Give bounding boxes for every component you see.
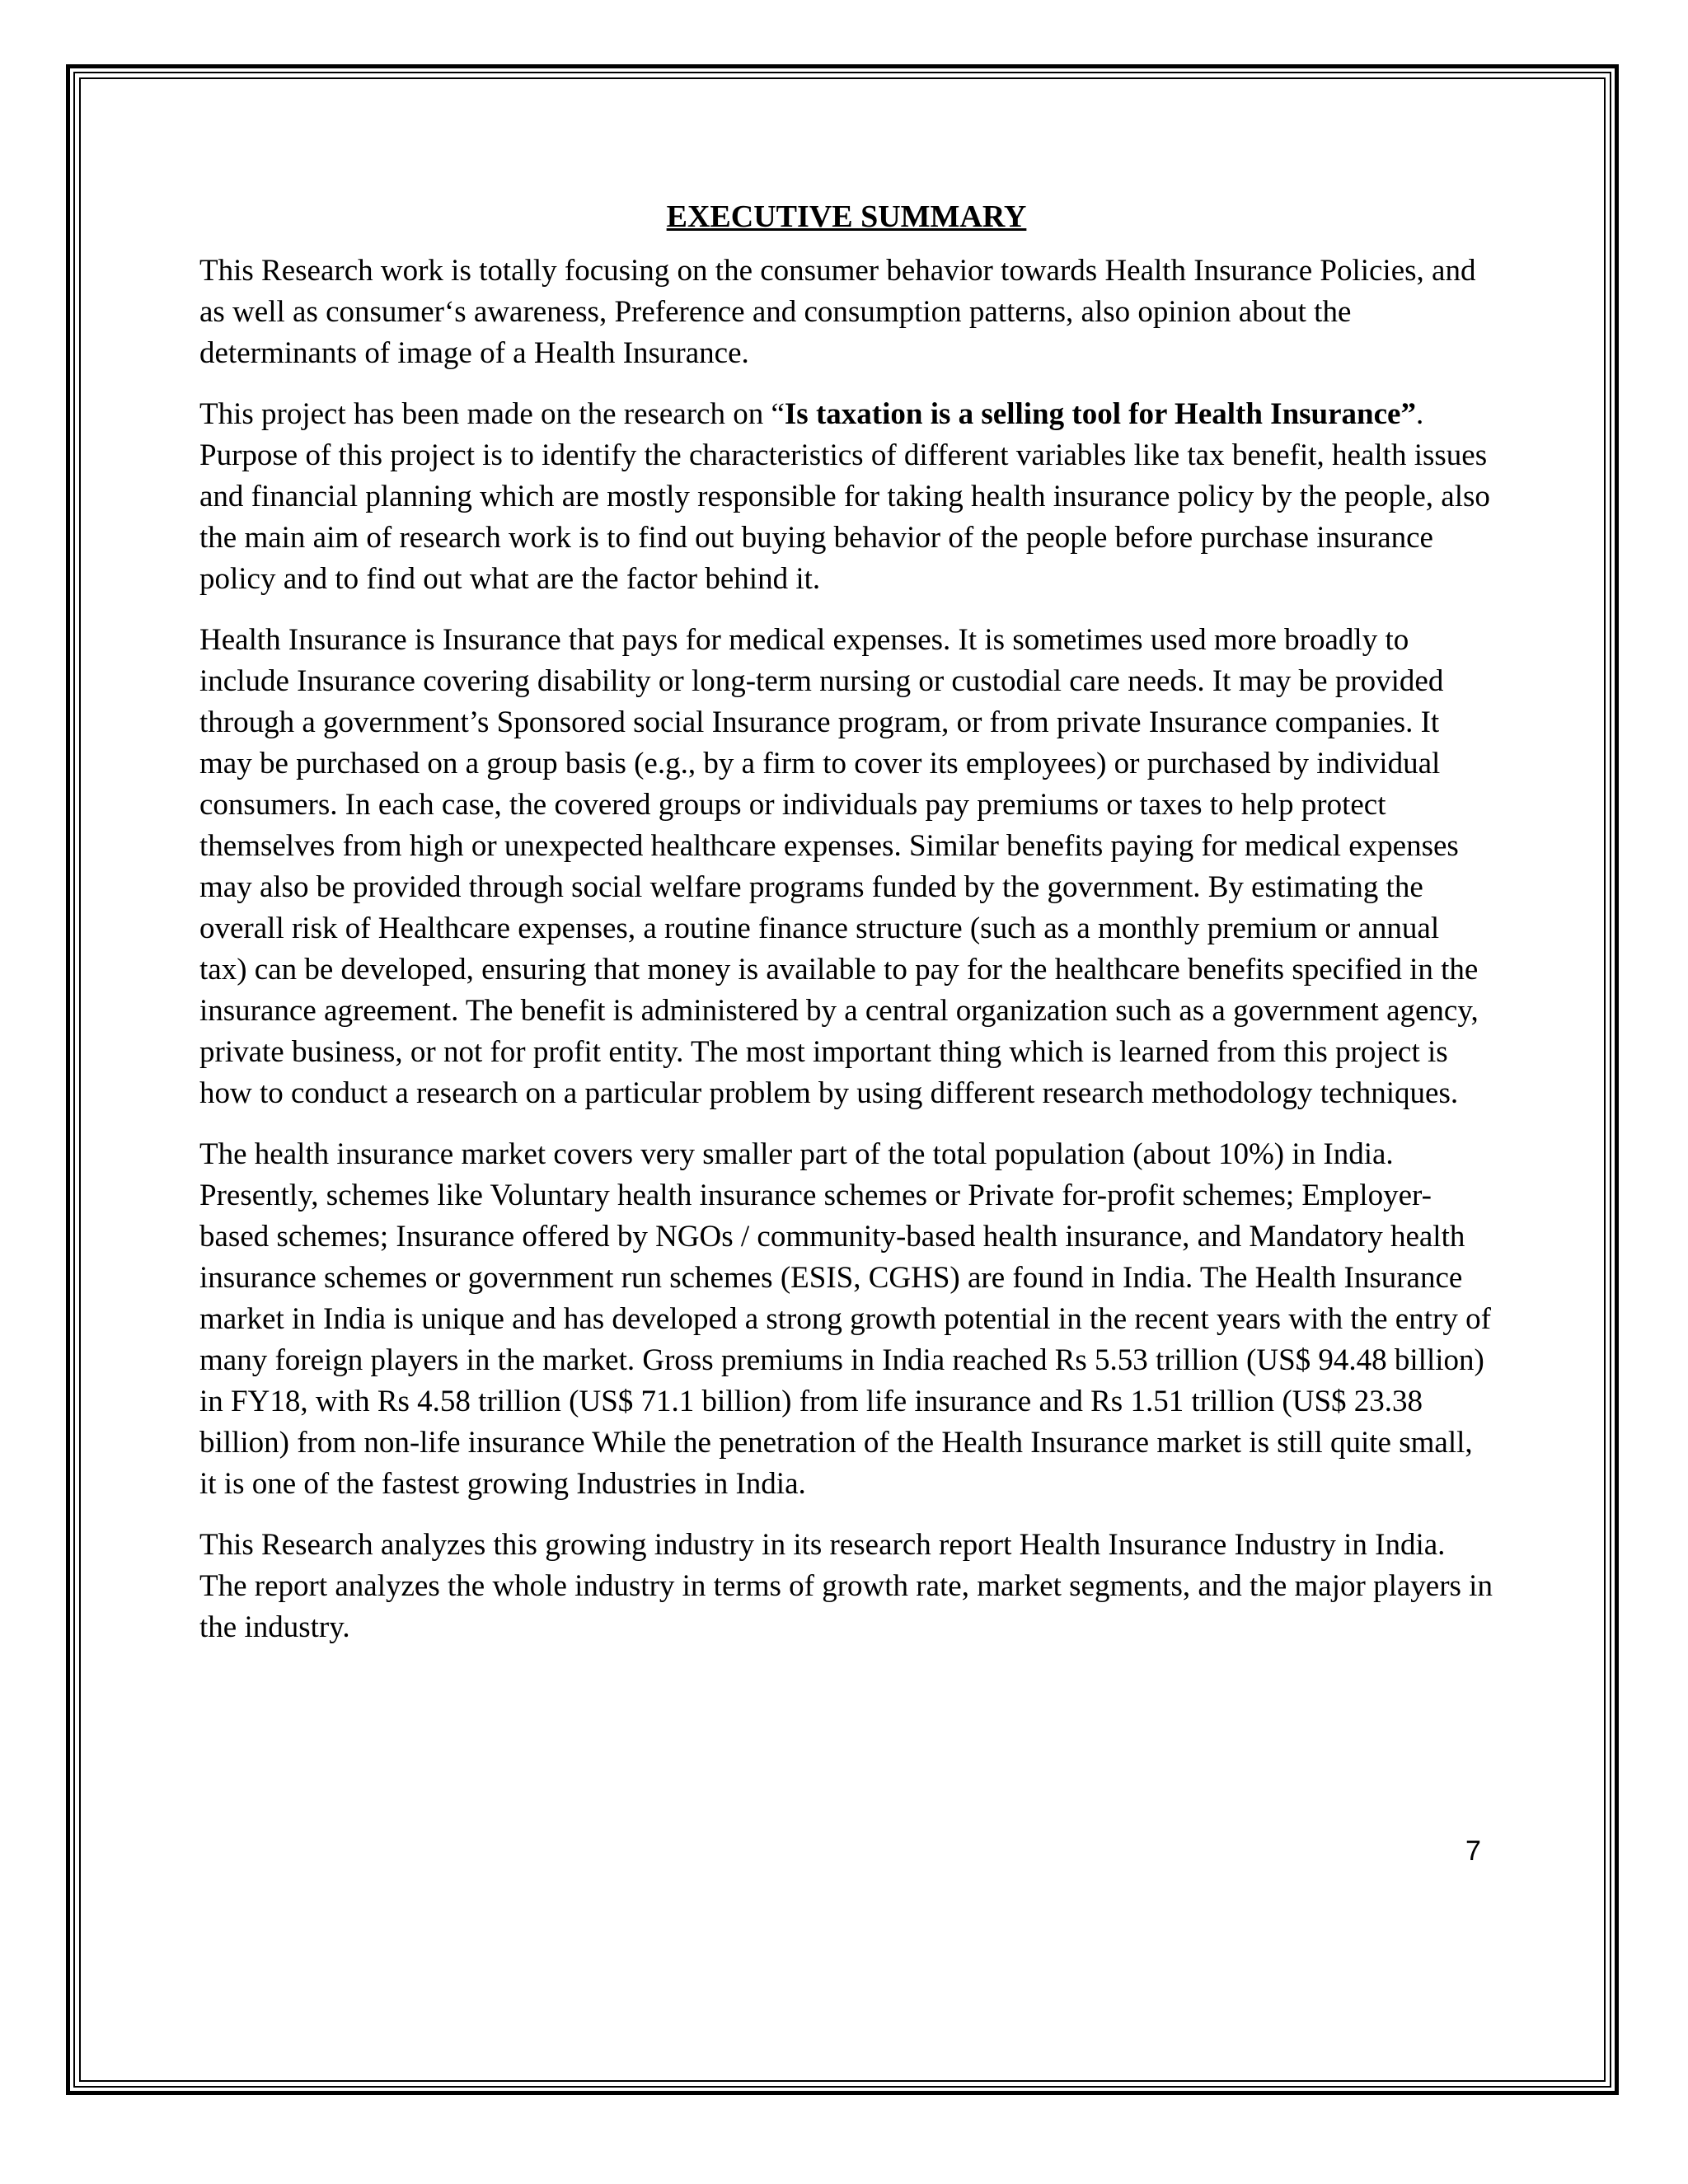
project-purpose-text: . Purpose of this project is to identify the characteristics of different variables like tax benefit, health issues and financial planning which are mostly responsible for taking health insurance policy by the people, also the main aim of research work is to find out buying behavior of the people before purchase insurance policy and to find out what are the factor behind it.: [199, 397, 1490, 596]
section-title: EXECUTIVE SUMMARY: [666, 199, 1027, 234]
research-topic-bold: Is taxation is a selling tool for Health Insurance”: [784, 397, 1416, 431]
paragraph-market-overview: The health insurance market covers very smaller part of the total population (about 10%) in India. Presently, schemes like Voluntary health insurance schemes or Private for-profit schemes; Employer-based schemes; Insurance offered by NGOs / community-based health insurance, and Mandatory health insurance schemes or government run schemes (ESIS, CGHS) are found in India. The Health Insurance market in India is unique and has developed a strong growth potential in the recent years with the entry of many foreign players in the market. Gross premiums in India reached Rs 5.53 trillion (US$ 94.48 billion) in FY18, with Rs 4.58 trillion (US$ 71.1 billion) from life insurance and Rs 1.51 trillion (US$ 23.38 billion) from non-life insurance While the penetration of the Health Insurance market is still quite small, it is one of the fastest growing Industries in India.: [199, 1137, 1491, 1501]
paragraph-health-insurance-definition: Health Insurance is Insurance that pays for medical expenses. It is sometimes used more broadly to include Insurance covering disability or long-term nursing or custodial care needs. It may be provided through a government’s Sponsored social Insurance program, or from private Insurance companies. It may be purchased on a group basis (e.g., by a firm to cover its employees) or purchased by individual consumers. In each case, the covered groups or individuals pay premiums or taxes to help protect themselves from high or unexpected healthcare expenses. Similar benefits paying for medical expenses may also be provided through social welfare programs funded by the government. By estimating the overall risk of Healthcare expenses, a routine finance structure (such as a monthly premium or annual tax) can be developed, ensuring that money is available to pay for the healthcare benefits specified in the insurance agreement. The benefit is administered by a central organization such as a government agency, private business, or not for profit entity. The most important thing which is learned from this project is how to conduct a research on a particular problem by using different research methodology techniques.: [199, 623, 1479, 1110]
paragraph-research-focus: This Research work is totally focusing on the consumer behavior towards Health Insurance Policies, and as well as consumer‘s awareness, Preference and consumption patterns, also opinion about the determinants of image of a Health Insurance.: [199, 254, 1476, 370]
page-number: 7: [1465, 1835, 1481, 1867]
document-body: [199, 196, 1493, 1668]
paragraph-research-analysis: This Research analyzes this growing industry in its research report Health Insurance Industry in India. The report analyzes the whole industry in terms of growth rate, market segments, and the major players in the industry.: [199, 1528, 1493, 1644]
project-intro-text: This project has been made on the research on “: [199, 397, 785, 431]
paragraph-project-purpose: [199, 394, 1493, 600]
